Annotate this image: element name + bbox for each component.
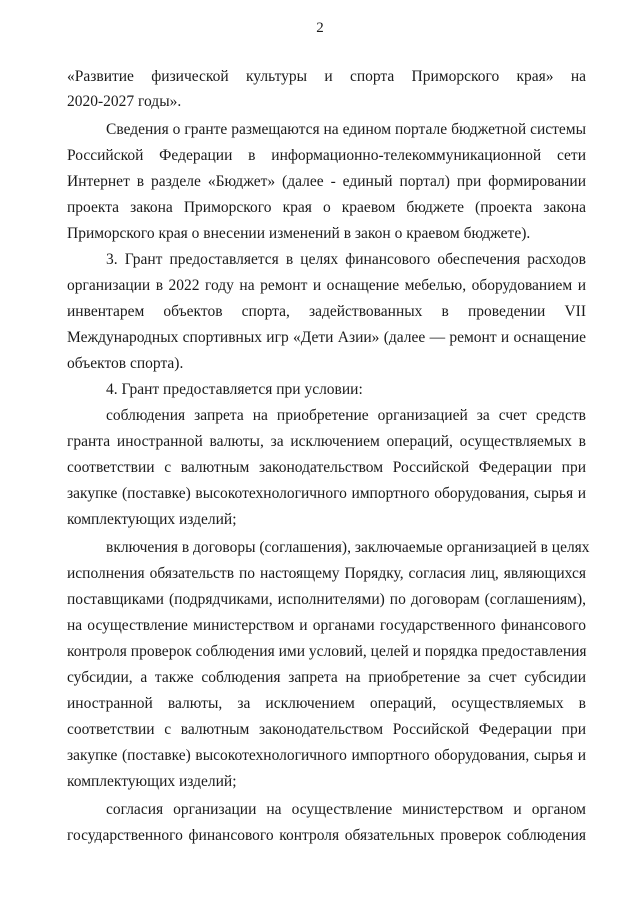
- text-line: закупке (поставке) высокотехнологичного импортного оборудования, сырья и: [67, 485, 586, 502]
- text-line: комплектующих изделий;: [67, 511, 237, 528]
- text-line: государственного финансового контроля обязательных проверок соблюдения: [67, 827, 586, 844]
- text-line: 2020-2027 годы».: [67, 93, 182, 110]
- text-line: поставщиками (подрядчиками, исполнителями) по договорам (соглашениям),: [67, 591, 586, 608]
- text-line: организации в 2022 году на ремонт и оснащение мебелью, оборудованием и: [67, 277, 586, 294]
- text-line: субсидии, а также соблюдения запрета на приобретение за счет субсидии: [67, 669, 586, 686]
- text-line: «Развитие физической культуры и спорта Приморского края» на: [67, 68, 586, 85]
- text-line: исполнения обязательств по настоящему Порядку, согласия лиц, являющихся: [67, 565, 586, 582]
- text-line: Приморского края о внесении изменений в закон о краевом бюджете).: [67, 225, 531, 242]
- text-line: 3. Грант предоставляется в целях финансового обеспечения расходов: [106, 251, 586, 268]
- text-line: объектов спорта).: [67, 355, 184, 372]
- text-line: гранта иностранной валюты, за исключением операций, осуществляемых в: [67, 433, 586, 450]
- text-line: на осуществление министерством и органами государственного финансового: [67, 617, 586, 634]
- text-line: контроля проверок соблюдения ими условий, целей и порядка предоставления: [67, 643, 587, 660]
- text-line: иностранной валюты, за исключением операций, осуществляемых в: [67, 695, 586, 712]
- text-line: Российской Федерации в информационно-телекоммуникационной сети: [67, 147, 586, 164]
- text-line: Сведения о гранте размещаются на едином портале бюджетной системы: [106, 121, 586, 138]
- text-line: 4. Грант предоставляется при условии:: [106, 381, 363, 398]
- text-line: закупке (поставке) высокотехнологичного импортного оборудования, сырья и: [67, 747, 586, 764]
- text-line: включения в договоры (соглашения), заключаемые организацией в целях: [106, 539, 590, 556]
- text-line: инвентарем объектов спорта, задействованных в проведении VII: [67, 303, 586, 320]
- text-line: комплектующих изделий;: [67, 773, 237, 790]
- text-line: соответствии с валютным законодательством Российской Федерации при: [67, 459, 586, 476]
- text-line: Интернет в разделе «Бюджет» (далее - единый портал) при формировании: [67, 173, 586, 190]
- text-line: соблюдения запрета на приобретение организацией за счет средств: [106, 407, 586, 424]
- text-line: проекта закона Приморского края о краевом бюджете (проекта закона: [67, 199, 586, 216]
- text-line: согласия организации на осуществление министерством и органом: [106, 801, 586, 818]
- page-number: 2: [316, 20, 324, 36]
- text-line: Международных спортивных игр «Дети Азии» (далее — ремонт и оснащение: [67, 329, 586, 346]
- text-line: соответствии с валютным законодательством Российской Федерации при: [67, 721, 586, 738]
